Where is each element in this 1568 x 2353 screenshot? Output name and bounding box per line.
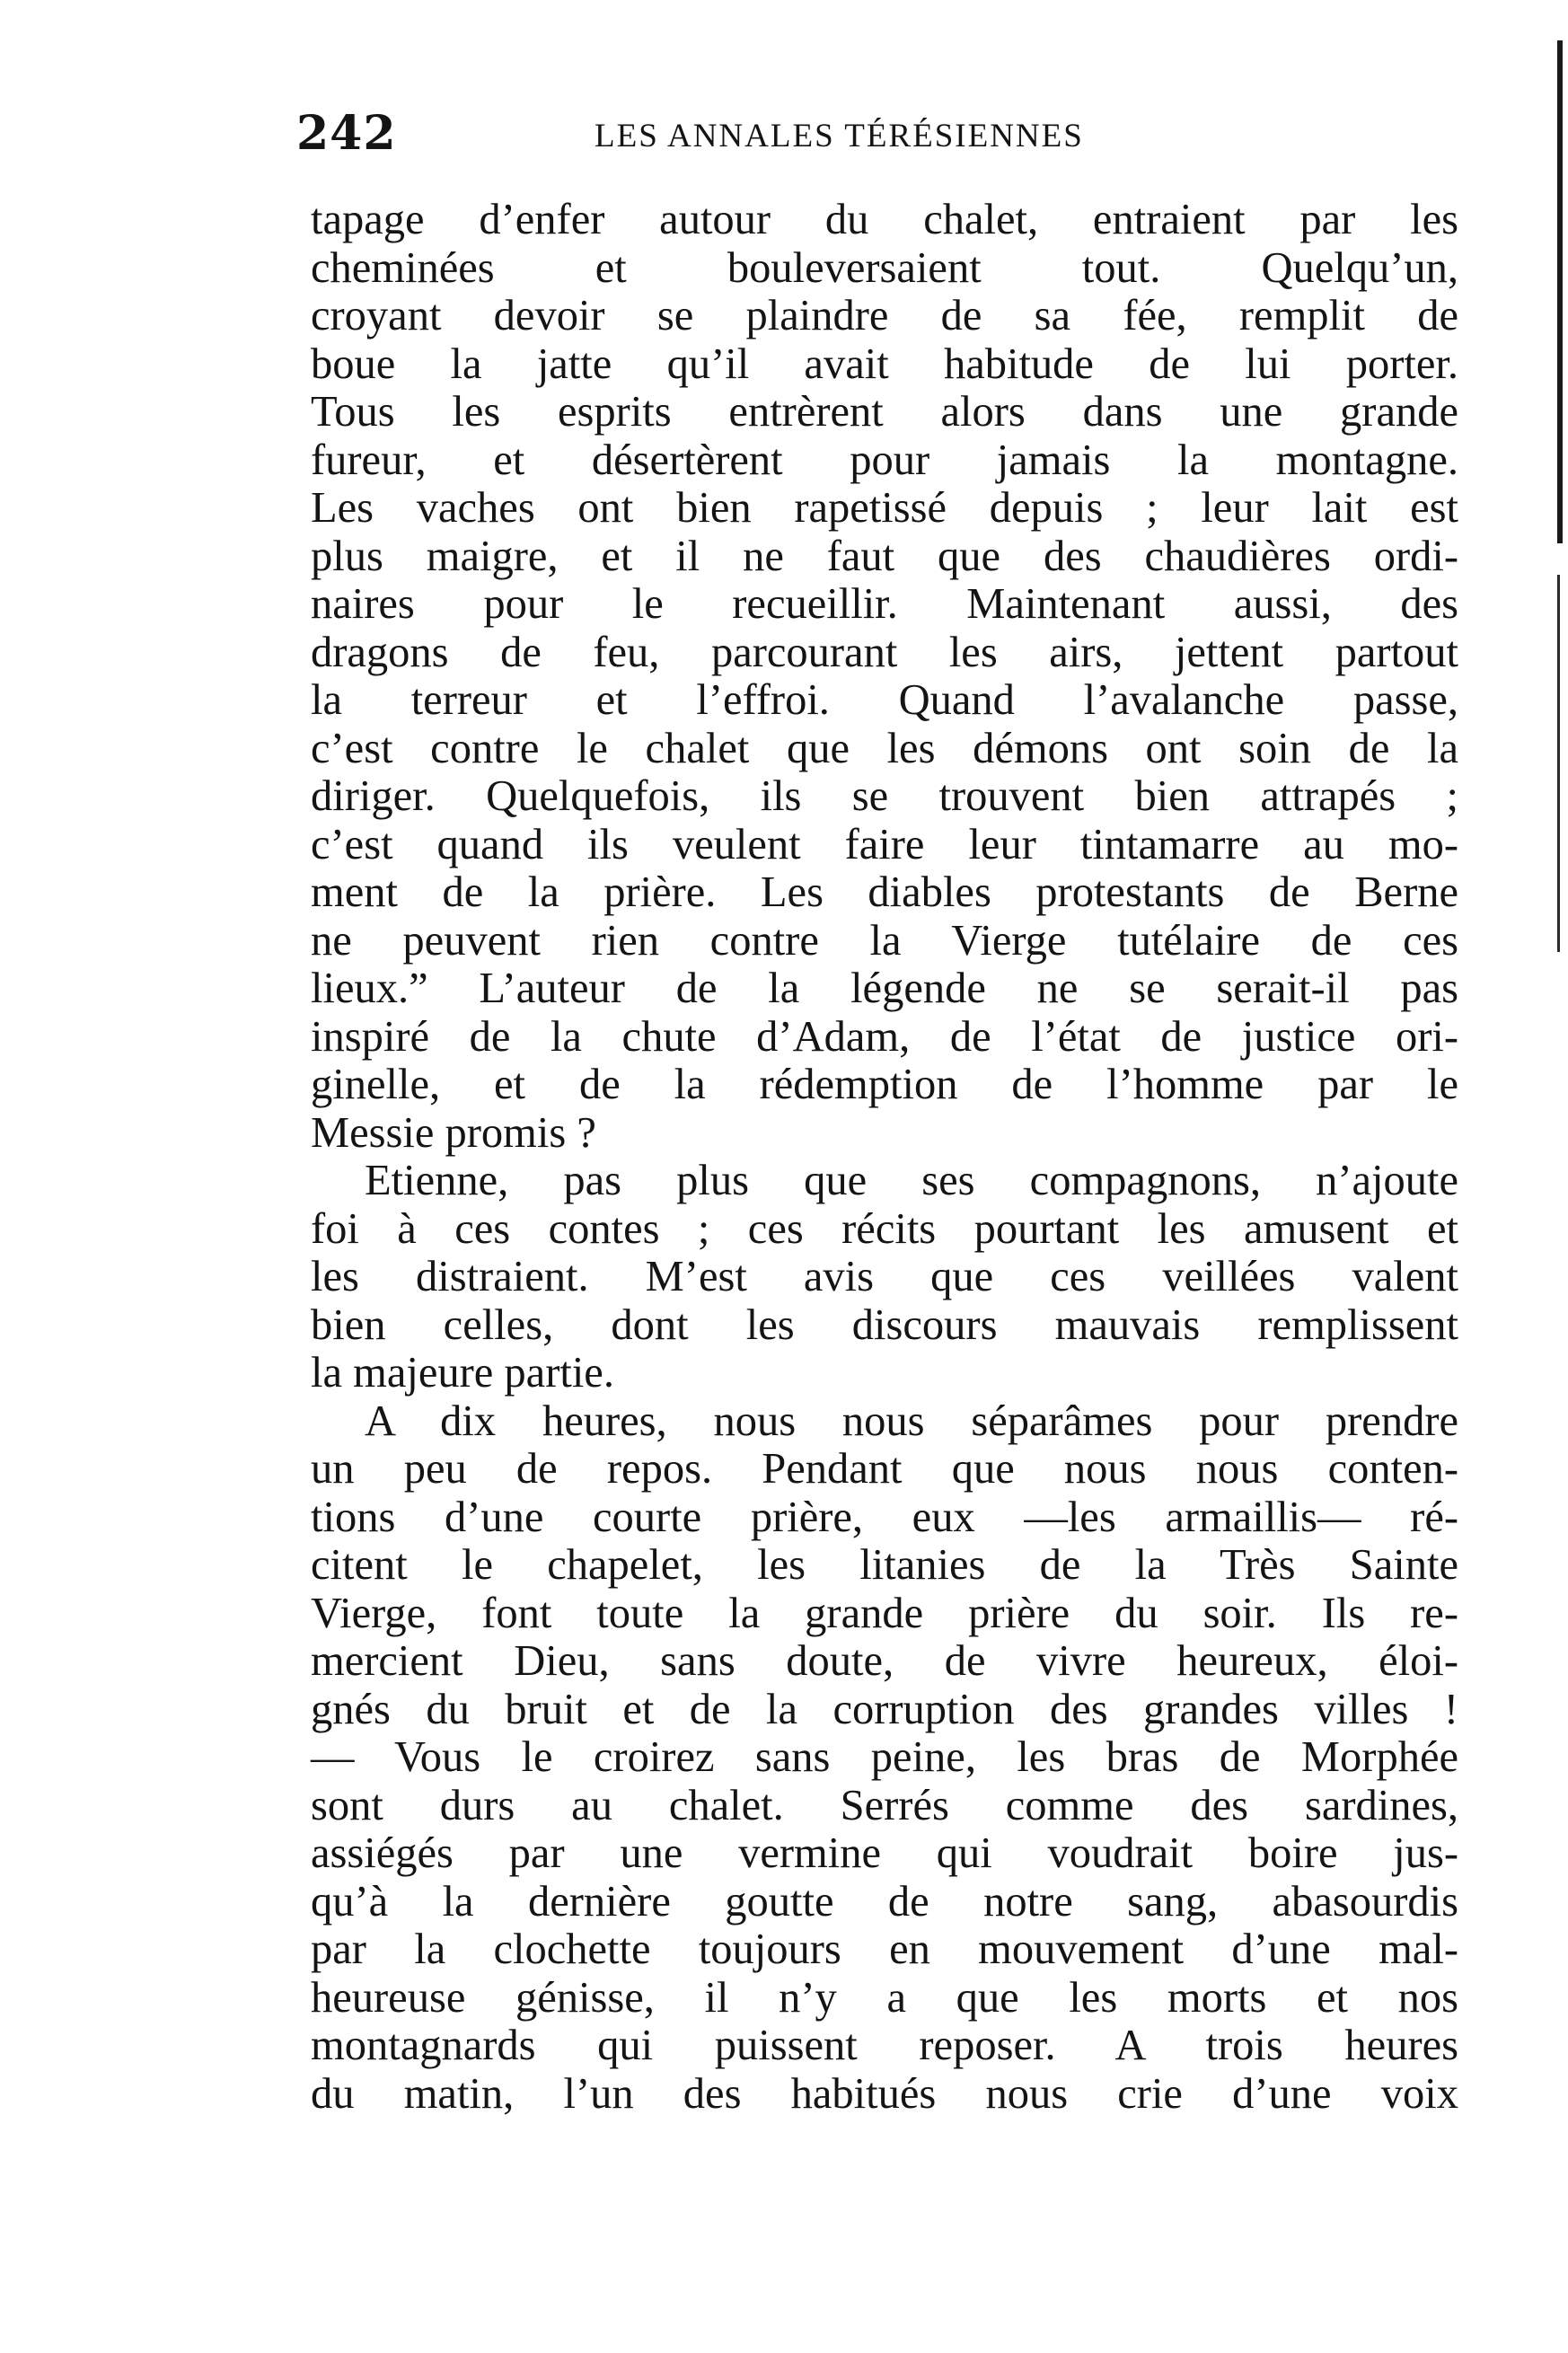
- text-line: naires pour le recueillir. Maintenant aussi, des: [311, 580, 1458, 628]
- text-line: sont durs au chalet. Serrés comme des sardines,: [311, 1781, 1458, 1829]
- text-line: — Vous le croirez sans peine, les bras de Morphée: [311, 1733, 1458, 1781]
- text-line: diriger. Quelquefois, ils se trouvent bien attrapés ;: [311, 772, 1458, 820]
- text-line: cheminées et bouleversaient tout. Quelqu’un,: [311, 243, 1458, 292]
- text-line: croyant devoir se plaindre de sa fée, remplit de: [311, 292, 1458, 339]
- text-line: tapage d’enfer autour du chalet, entraient par les: [311, 196, 1458, 243]
- text-line: Vierge, font toute la grande prière du soir. Ils re-: [311, 1589, 1458, 1637]
- text-line: tions d’une courte prière, eux —les armaillis— ré-: [311, 1493, 1458, 1541]
- text-line: heureuse génisse, il n’y a que les morts et nos: [311, 1973, 1458, 2022]
- text-line: montagnards qui puissent reposer. A trois heures: [311, 2022, 1458, 2069]
- text-line: par la clochette toujours en mouvement d’une mal-: [311, 1926, 1458, 1973]
- text-line: Etienne, pas plus que ses compagnons, n’ajoute: [365, 1157, 1458, 1204]
- text-line: qu’à la dernière goutte de notre sang, abasourdis: [311, 1877, 1458, 1926]
- text-line: c’est quand ils veulent faire leur tintamarre au mo-: [311, 820, 1458, 868]
- text-line: foi à ces contes ; ces récits pourtant les amusent et: [311, 1204, 1458, 1253]
- text-line: un peu de repos. Pendant que nous nous conten-: [311, 1445, 1458, 1493]
- text-line: bien celles, dont les discours mauvais remplissent: [311, 1300, 1458, 1349]
- text-line: les distraient. M’est avis que ces veillées valent: [311, 1253, 1458, 1300]
- text-line: c’est contre le chalet que les démons ont soin de la: [311, 724, 1458, 772]
- page-edge-shadow-lower: [1557, 575, 1560, 952]
- text-line: lieux.” L’auteur de la légende ne se serait-il pas: [311, 965, 1458, 1012]
- text-line: Messie promis ?: [311, 1108, 596, 1157]
- page-edge-shadow: [1557, 40, 1563, 543]
- text-line: boue la jatte qu’il avait habitude de lui porter.: [311, 339, 1458, 388]
- text-line: A dix heures, nous nous séparâmes pour prendre: [365, 1397, 1458, 1445]
- page-number: 242: [296, 106, 397, 161]
- text-line: mercient Dieu, sans doute, de vivre heureux, éloi-: [311, 1637, 1458, 1685]
- page-header: [296, 106, 1464, 160]
- text-line: Tous les esprits entrèrent alors dans une grande: [311, 388, 1458, 436]
- text-line: inspiré de la chute d’Adam, de l’état de justice ori-: [311, 1012, 1458, 1061]
- text-line: ginelle, et de la rédemption de l’homme par le: [311, 1061, 1458, 1108]
- running-title: LES ANNALES TÉRÉSIENNES: [595, 118, 1084, 154]
- text-line: gnés du bruit et de la corruption des grandes villes !: [311, 1685, 1458, 1733]
- text-line: ne peuvent rien contre la Vierge tutélaire de ces: [311, 916, 1458, 965]
- text-line: plus maigre, et il ne faut que des chaudières ordi-: [311, 532, 1458, 580]
- text-line: Les vaches ont bien rapetissé depuis ; leur lait est: [311, 484, 1458, 532]
- text-line: citent le chapelet, les litanies de la Très Sainte: [311, 1541, 1458, 1589]
- text-line: ment de la prière. Les diables protestants de Berne: [311, 868, 1458, 916]
- text-line: du matin, l’un des habitués nous crie d’une voix: [311, 2069, 1458, 2118]
- body-text: [311, 196, 1458, 2118]
- text-line: fureur, et désertèrent pour jamais la montagne.: [311, 436, 1458, 484]
- text-line: la terreur et l’effroi. Quand l’avalanche passe,: [311, 676, 1458, 724]
- text-line: la majeure partie.: [311, 1349, 614, 1397]
- text-line: assiégés par une vermine qui voudrait boire jus-: [311, 1829, 1458, 1877]
- text-line: dragons de feu, parcourant les airs, jettent partout: [311, 628, 1458, 676]
